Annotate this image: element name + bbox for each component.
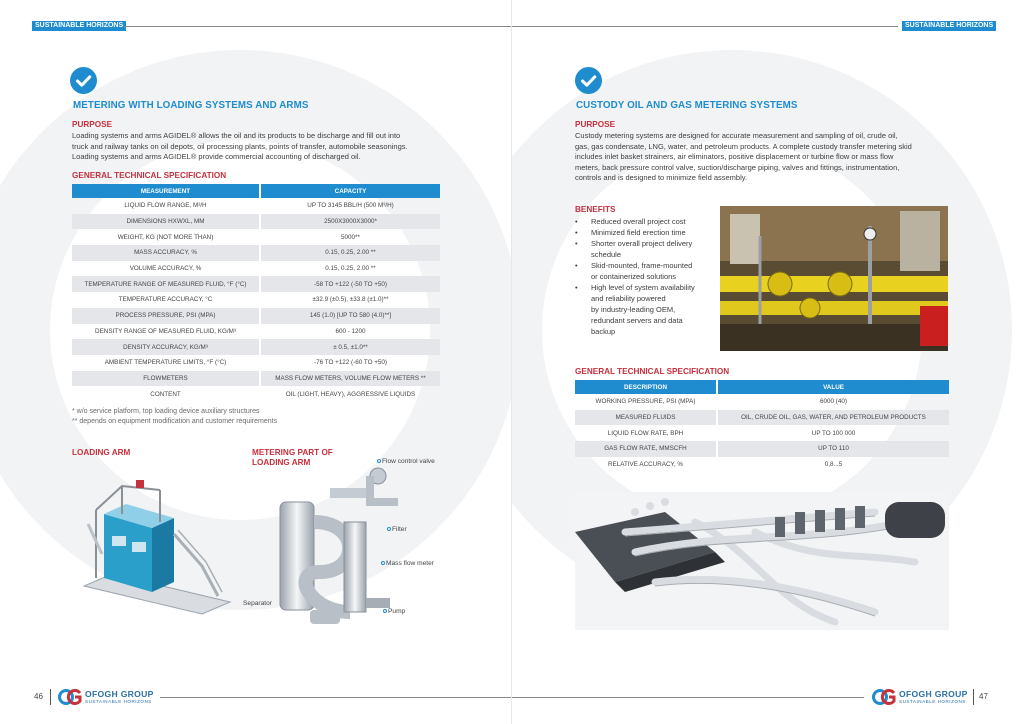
header-rule bbox=[124, 26, 512, 27]
benefit-line: or containerized solutions bbox=[591, 272, 677, 281]
table-cell: RELATIVE ACCURACY, % bbox=[607, 461, 683, 469]
table-row bbox=[72, 324, 440, 340]
callout-label: Mass flow meter bbox=[386, 560, 434, 567]
metering-part-illustration bbox=[270, 462, 410, 630]
purpose-line: truck and railway tanks on oil depots, oil processing plants, points of transfer, automobile seasonings. bbox=[72, 141, 408, 151]
metering-skid-photo bbox=[720, 206, 948, 351]
skid-render-illustration bbox=[575, 492, 949, 630]
page-number: 46 bbox=[34, 692, 43, 701]
logo-tagline: SUSTAINABLE HORIZONS bbox=[85, 699, 152, 704]
purpose-line: includes inlet basket strainers, air eliminators, positive displacement or turbine flow or mass flow bbox=[575, 152, 894, 161]
table-cell: GAS FLOW RATE, MMSCFH bbox=[575, 441, 717, 457]
table-row bbox=[72, 214, 440, 230]
table-cell: 145 (1.0) [UP TO 580 (4.0)**] bbox=[260, 308, 440, 324]
metering-heading-line: LOADING ARM bbox=[252, 458, 311, 467]
benefit-line: backup bbox=[591, 327, 616, 336]
table-cell: FLOWMETERS bbox=[72, 371, 260, 387]
table-cell: UP TO 110 bbox=[717, 441, 949, 457]
spec-table bbox=[575, 380, 949, 472]
table-row bbox=[575, 441, 949, 457]
spread-gutter bbox=[511, 0, 512, 724]
callout-separator: Separator bbox=[243, 600, 272, 607]
logo-name: OFOGH GROUP bbox=[85, 689, 154, 699]
metering-skid-image bbox=[720, 206, 948, 351]
benefit-line: • High level of system availability bbox=[591, 283, 695, 292]
table-cell: TEMPERATURE ACCURACY, °C bbox=[118, 296, 213, 304]
purpose-heading: PURPOSE bbox=[72, 120, 113, 129]
table-cell: LIQUID FLOW RATE, BPH bbox=[607, 429, 684, 437]
table-row bbox=[72, 261, 440, 277]
purpose-line: Custody metering systems are designed for accurate measurement and sampling of oil, crude oil, bbox=[575, 131, 898, 140]
footnote: ** depends on equipment modification and customer requirements bbox=[72, 418, 278, 425]
callout-label: Flow control valve bbox=[382, 458, 435, 465]
footnote: * w/o service platform, top loading device auxiliary structures bbox=[72, 408, 260, 415]
spec-table bbox=[72, 184, 440, 402]
table-cell: PROCESS PRESSURE, PSI (MPA) bbox=[72, 308, 260, 324]
table-row bbox=[72, 245, 440, 261]
benefit-item bbox=[575, 216, 715, 227]
benefits-heading: BENEFITS bbox=[575, 205, 616, 214]
benefit-item bbox=[575, 260, 715, 282]
table-row bbox=[72, 355, 440, 371]
footnotes bbox=[72, 407, 277, 427]
table-row bbox=[575, 425, 949, 441]
table-row bbox=[72, 371, 440, 387]
table-cell: -76 TO +122 (-60 TO +50) bbox=[260, 355, 440, 371]
table-cell: MEASURED FLUIDS bbox=[575, 410, 717, 426]
table-cell: -58 TO +122 (-50 TO +50) bbox=[260, 276, 440, 292]
table-row bbox=[72, 386, 440, 402]
callout-label: Filter bbox=[392, 526, 407, 533]
table-row bbox=[72, 229, 440, 245]
table-cell: MASS ACCURACY, % bbox=[72, 245, 260, 261]
benefit-line: by industry-leading OEM, bbox=[591, 305, 676, 314]
table-row bbox=[575, 394, 949, 410]
purpose-line: controls and is designed to minimize field assembly. bbox=[575, 173, 748, 182]
benefit-line: redundant servers and data bbox=[591, 316, 683, 325]
purpose-text bbox=[72, 131, 452, 163]
table-cell: ±32.9 (±0.5), ±33.8 (±1.0)** bbox=[260, 292, 440, 308]
table-cell: 0.15, 0.25, 2.00 ** bbox=[260, 261, 440, 277]
callout-filter bbox=[387, 526, 407, 533]
table-row bbox=[72, 308, 440, 324]
table-cell: UP TO 3145 BBL/H (500 M³/H) bbox=[260, 198, 440, 214]
table-body bbox=[72, 198, 440, 402]
table-cell: 0.15, 0.25, 2.00 ** bbox=[260, 245, 440, 261]
table-cell: OIL (LIGHT, HEAVY), AGGRESSIVE LIQUIDS bbox=[260, 386, 440, 402]
table-cell: VOLUME ACCURACY, % bbox=[129, 265, 202, 273]
table-cell: WEIGHT, KG (NOT MORE THAN) bbox=[117, 233, 214, 241]
og-logo-icon bbox=[872, 688, 896, 706]
table-cell: AMBIENT TEMPERATURE LIMITS, °F (°C) bbox=[104, 359, 227, 367]
table-cell: MASS FLOW METERS, VOLUME FLOW METERS ** bbox=[260, 371, 440, 387]
table-cell: WORKING PRESSURE, PSI (MPA) bbox=[595, 398, 696, 406]
table-cell: DENSITY ACCURACY, KG/M³ bbox=[72, 339, 260, 355]
loading-arm-heading: LOADING ARM bbox=[72, 448, 131, 457]
table-cell: 0,8...5 bbox=[717, 457, 949, 473]
table-cell: CONTENT bbox=[150, 390, 181, 398]
logo-tagline: SUSTAINABLE HORIZONS bbox=[899, 699, 966, 704]
spec-heading: GENERAL TECHNICAL SPECIFICATION bbox=[72, 171, 227, 180]
benefit-line: schedule bbox=[591, 250, 622, 259]
benefit-line: • Skid-mounted, frame-mounted bbox=[591, 261, 693, 270]
table-row bbox=[72, 276, 440, 292]
table-cell: 6000 (40) bbox=[717, 394, 949, 410]
footer-rule bbox=[160, 697, 512, 698]
table-cell: 5000** bbox=[260, 229, 440, 245]
skid-render-image bbox=[575, 492, 949, 630]
benefit-item bbox=[575, 282, 715, 337]
benefit-line: • Reduced overall project cost bbox=[591, 217, 686, 226]
table-cell: ± 0.5, ±1.0** bbox=[260, 339, 440, 355]
page-number: 47 bbox=[979, 692, 988, 701]
table-row bbox=[575, 410, 949, 426]
table-row bbox=[72, 198, 440, 214]
loading-arm-illustration bbox=[82, 474, 232, 624]
section-title: METERING WITH LOADING SYSTEMS AND ARMS bbox=[73, 100, 309, 111]
callout-mass-flow bbox=[381, 560, 434, 567]
footer-logo bbox=[872, 688, 972, 706]
section-title: CUSTODY OIL AND GAS METERING SYSTEMS bbox=[576, 100, 798, 111]
table-cell: DENSITY RANGE OF MEASURED FLUID, KG/M³ bbox=[95, 327, 236, 335]
callout-label: Pump bbox=[388, 608, 406, 615]
table-row bbox=[575, 457, 949, 473]
table-body bbox=[575, 394, 949, 472]
header-tag: SUSTAINABLE HORIZONS bbox=[902, 21, 996, 31]
table-cell: OIL, CRUDE OIL, GAS, WATER, AND PETROLEUM PRODUCTS bbox=[717, 410, 949, 426]
table-row bbox=[72, 292, 440, 308]
metering-heading-line: METERING PART OF bbox=[252, 448, 333, 457]
table-header: DESCRIPTION bbox=[575, 380, 717, 394]
benefit-item bbox=[575, 238, 715, 260]
table-header: MEASUREMENT bbox=[72, 184, 260, 198]
table-row bbox=[72, 339, 440, 355]
check-circle-icon bbox=[70, 67, 97, 94]
purpose-line: meters, back pressure control valve, suction/discharge piping, valves and fittings, instrumentation, bbox=[575, 162, 900, 172]
table-cell: UP TO 100 000 bbox=[717, 425, 949, 441]
table-header: VALUE bbox=[717, 380, 949, 394]
header-rule bbox=[512, 26, 898, 27]
purpose-line: Loading systems and arms AGIDEL® allows the oil and its products to be discharge and fill out into bbox=[72, 131, 401, 140]
footer-rule bbox=[512, 697, 864, 698]
footer-logo bbox=[58, 688, 158, 706]
table-cell: DIMENSIONS HXWXL, MM bbox=[72, 214, 260, 230]
benefit-line: and reliability powered bbox=[591, 294, 666, 303]
benefit-line: • Minimized field erection time bbox=[591, 228, 686, 237]
table-cell: LIQUID FLOW RANGE, M³/H bbox=[124, 202, 207, 210]
benefits-list bbox=[575, 216, 715, 337]
purpose-line: Loading systems and arms AGIDEL® provide commercial accounting of discharged oil. bbox=[72, 152, 361, 161]
table-cell: 2500X3000X3000* bbox=[260, 214, 440, 230]
callout-pump bbox=[383, 608, 405, 615]
page-number-divider bbox=[973, 689, 974, 705]
purpose-text bbox=[575, 131, 960, 184]
callout-flow-control bbox=[377, 458, 435, 465]
og-logo-icon bbox=[58, 688, 82, 706]
benefit-line: • Shorter overall project delivery bbox=[591, 239, 693, 248]
header-tag: SUSTAINABLE HORIZONS bbox=[32, 21, 126, 31]
page-number-divider bbox=[50, 689, 51, 705]
benefit-item bbox=[575, 227, 715, 238]
spec-heading: GENERAL TECHNICAL SPECIFICATION bbox=[575, 367, 730, 376]
purpose-heading: PURPOSE bbox=[575, 120, 616, 129]
table-header: CAPACITY bbox=[260, 184, 440, 198]
table-cell: 600 - 1200 bbox=[260, 324, 440, 340]
purpose-line: gas, gas condensate, LNG, water, and petroleum products. A complete custody transfer metering skid bbox=[575, 141, 912, 151]
check-circle-icon bbox=[575, 67, 602, 94]
table-cell: TEMPERATURE RANGE OF MEASURED FLUID, °F (°C) bbox=[72, 276, 260, 292]
logo-name: OFOGH GROUP bbox=[899, 689, 968, 699]
right-page bbox=[512, 0, 1024, 724]
